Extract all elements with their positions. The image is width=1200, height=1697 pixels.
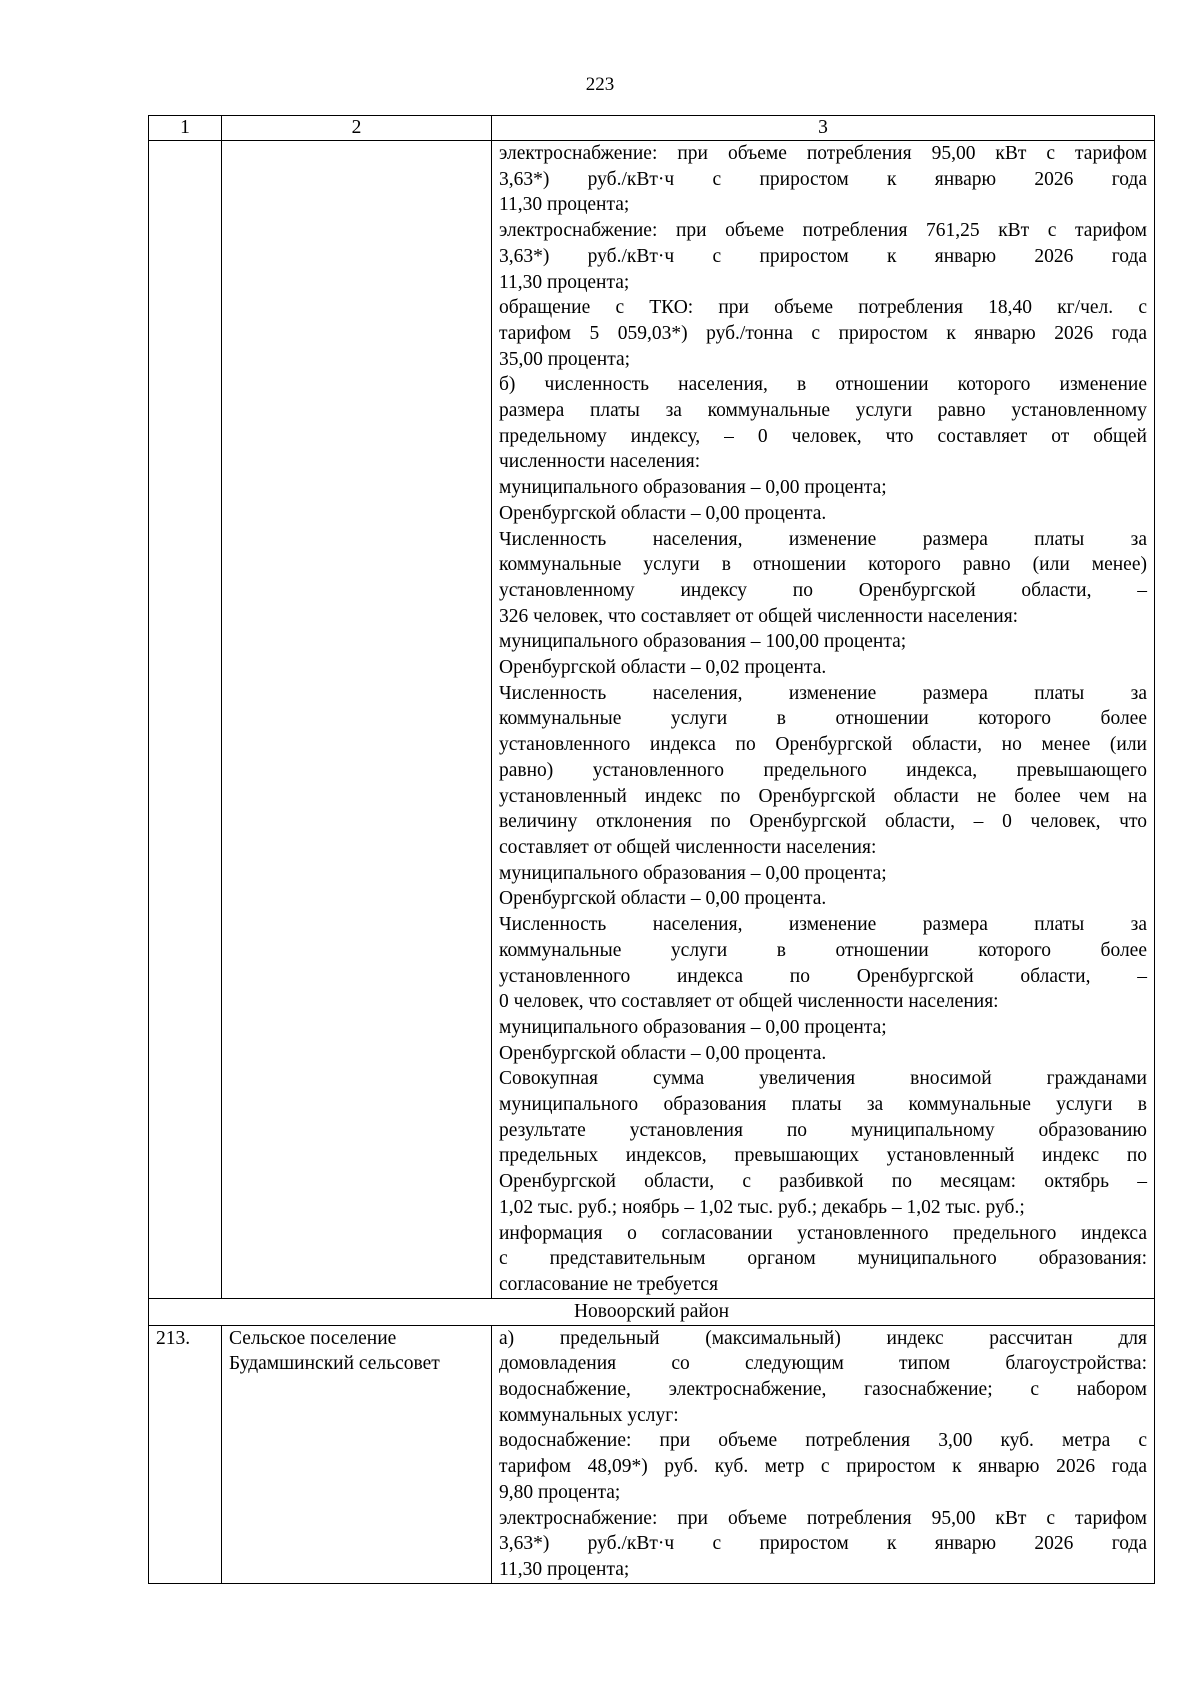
text-line: установленного индекса по Оренбургской области, – (499, 965, 1147, 987)
table-row-213 (149, 1325, 1155, 1583)
text-line: 35,00 процента; (499, 348, 631, 370)
text-line: коммунальных услуг: (499, 1404, 679, 1426)
description-lines (499, 1326, 1147, 1583)
text-line: Оренбургской области – 0,00 процента. (499, 502, 827, 524)
text-line: тарифом 48,09*) руб. куб. метр с приростом к январю 2026 года (499, 1456, 1147, 1478)
text-line: муниципального образования – 100,00 процента; (499, 631, 907, 653)
text-line: обращение с ТКО: при объеме потребления 18,40 кг/чел. с (499, 297, 1147, 319)
text-line: Совокупная сумма увеличения вносимой гражданами (499, 1068, 1147, 1090)
text-line: 11,30 процента; (499, 1558, 630, 1580)
text-line: Численность населения, изменение размера платы за (499, 914, 1147, 936)
table-header-row (149, 116, 1155, 141)
text-line: Численность населения, изменение размера платы за (499, 682, 1147, 704)
text-line: водоснабжение: при объеме потребления 3,00 куб. метра с (499, 1430, 1147, 1452)
text-line: 0 человек, что составляет от общей численности населения: (499, 991, 999, 1013)
section-row (149, 1298, 1155, 1325)
text-line: предельных индексов, превышающих установленный индекс по (499, 1145, 1147, 1167)
text-line: муниципального образования – 0,00 процента; (499, 477, 887, 499)
text-line: установленный индекс по Оренбургской области не более чем на (499, 785, 1147, 807)
text-line: 9,80 процента; (499, 1481, 621, 1503)
text-line: 11,30 процента; (499, 194, 630, 216)
text-line: Численность населения, изменение размера платы за (499, 528, 1147, 550)
text-line: установленного индекса по Оренбургской области, но менее (или (499, 734, 1147, 756)
text-line: 3,63*) руб./кВт·ч с приростом к январю 2026 года (499, 245, 1147, 267)
text-line: 3,63*) руб./кВт·ч с приростом к январю 2026 года (499, 168, 1147, 190)
text-line: электроснабжение: при объеме потребления 95,00 кВт с тарифом (499, 143, 1147, 164)
text-line: электроснабжение: при объеме потребления 761,25 кВт с тарифом (499, 220, 1147, 242)
text-line: численности населения: (499, 451, 701, 473)
text-line: величину отклонения по Оренбургской области, – 0 человек, что (499, 811, 1147, 833)
municipality-name-line: Сельское поселение (229, 1327, 397, 1349)
text-line: домовладения со следующим типом благоустройства: (499, 1353, 1147, 1375)
text-line: Оренбургской области – 0,02 процента. (499, 657, 827, 679)
text-line: Оренбургской области – 0,00 процента. (499, 888, 827, 910)
text-line: 1,02 тыс. руб.; ноябрь – 1,02 тыс. руб.; декабрь – 1,02 тыс. руб.; (499, 1196, 1025, 1218)
municipality-name-line: Будамшинский сельсовет (229, 1353, 440, 1375)
text-line: водоснабжение, электроснабжение, газоснабжение; с набором (499, 1379, 1147, 1401)
text-line: установленному индексу по Оренбургской области, – (499, 579, 1147, 601)
text-line: согласование не требуется (499, 1273, 719, 1295)
text-line: с представительным органом муниципального образования: (499, 1248, 1147, 1270)
text-line: 11,30 процента; (499, 271, 630, 293)
text-line: электроснабжение: при объеме потребления 95,00 кВт с тарифом (499, 1507, 1147, 1529)
municipality-name-cell (222, 1325, 492, 1583)
text-line: предельному индексу, – 0 человек, что составляет от общей (499, 425, 1147, 447)
column-header-2: 2 (222, 116, 492, 141)
municipal-index-table (148, 115, 1155, 1584)
text-line: муниципального образования – 0,00 процента; (499, 1016, 887, 1038)
description-lines (499, 141, 1147, 1298)
page-number: 223 (585, 74, 615, 95)
text-line: равно) установленного предельного индекса, превышающего (499, 759, 1147, 781)
text-line: 326 человек, что составляет от общей численности населения: (499, 605, 1019, 627)
text-line: муниципального образования платы за коммунальные услуги в (499, 1094, 1147, 1116)
table-row-continuation (149, 141, 1155, 1299)
text-line: размера платы за коммунальные услуги равно установленному (499, 400, 1147, 422)
text-line: муниципального образования – 0,00 процента; (499, 862, 887, 884)
text-line: информация о согласовании установленного предельного индекса (499, 1222, 1147, 1244)
municipality-name-cell (222, 141, 492, 1299)
index-description-cell (492, 1325, 1155, 1583)
column-header-1: 1 (149, 116, 222, 141)
text-line: коммунальные услуги в отношении которого более (499, 708, 1147, 730)
text-line: коммунальные услуги в отношении которого равно (или менее) (499, 554, 1147, 576)
text-line: результате установления по муниципальному образованию (499, 1119, 1147, 1141)
row-number-cell: 213. (149, 1325, 222, 1583)
row-number-cell (149, 141, 222, 1299)
text-line: 3,63*) руб./кВт·ч с приростом к январю 2026 года (499, 1533, 1147, 1555)
section-title: Новоорский район (149, 1298, 1155, 1325)
text-line: тарифом 5 059,03*) руб./тонна с приростом к январю 2026 года (499, 322, 1147, 344)
index-description-cell (492, 141, 1155, 1299)
text-line: б) численность населения, в отношении которого изменение (499, 374, 1147, 396)
text-line: Оренбургской области – 0,00 процента. (499, 1042, 827, 1064)
text-line: коммунальные услуги в отношении которого более (499, 939, 1147, 961)
text-line: составляет от общей численности населения: (499, 836, 877, 858)
column-header-3: 3 (492, 116, 1155, 141)
text-line: Оренбургской области, с разбивкой по месяцам: октябрь – (499, 1171, 1147, 1193)
text-line: а) предельный (максимальный) индекс рассчитан для (499, 1327, 1147, 1349)
